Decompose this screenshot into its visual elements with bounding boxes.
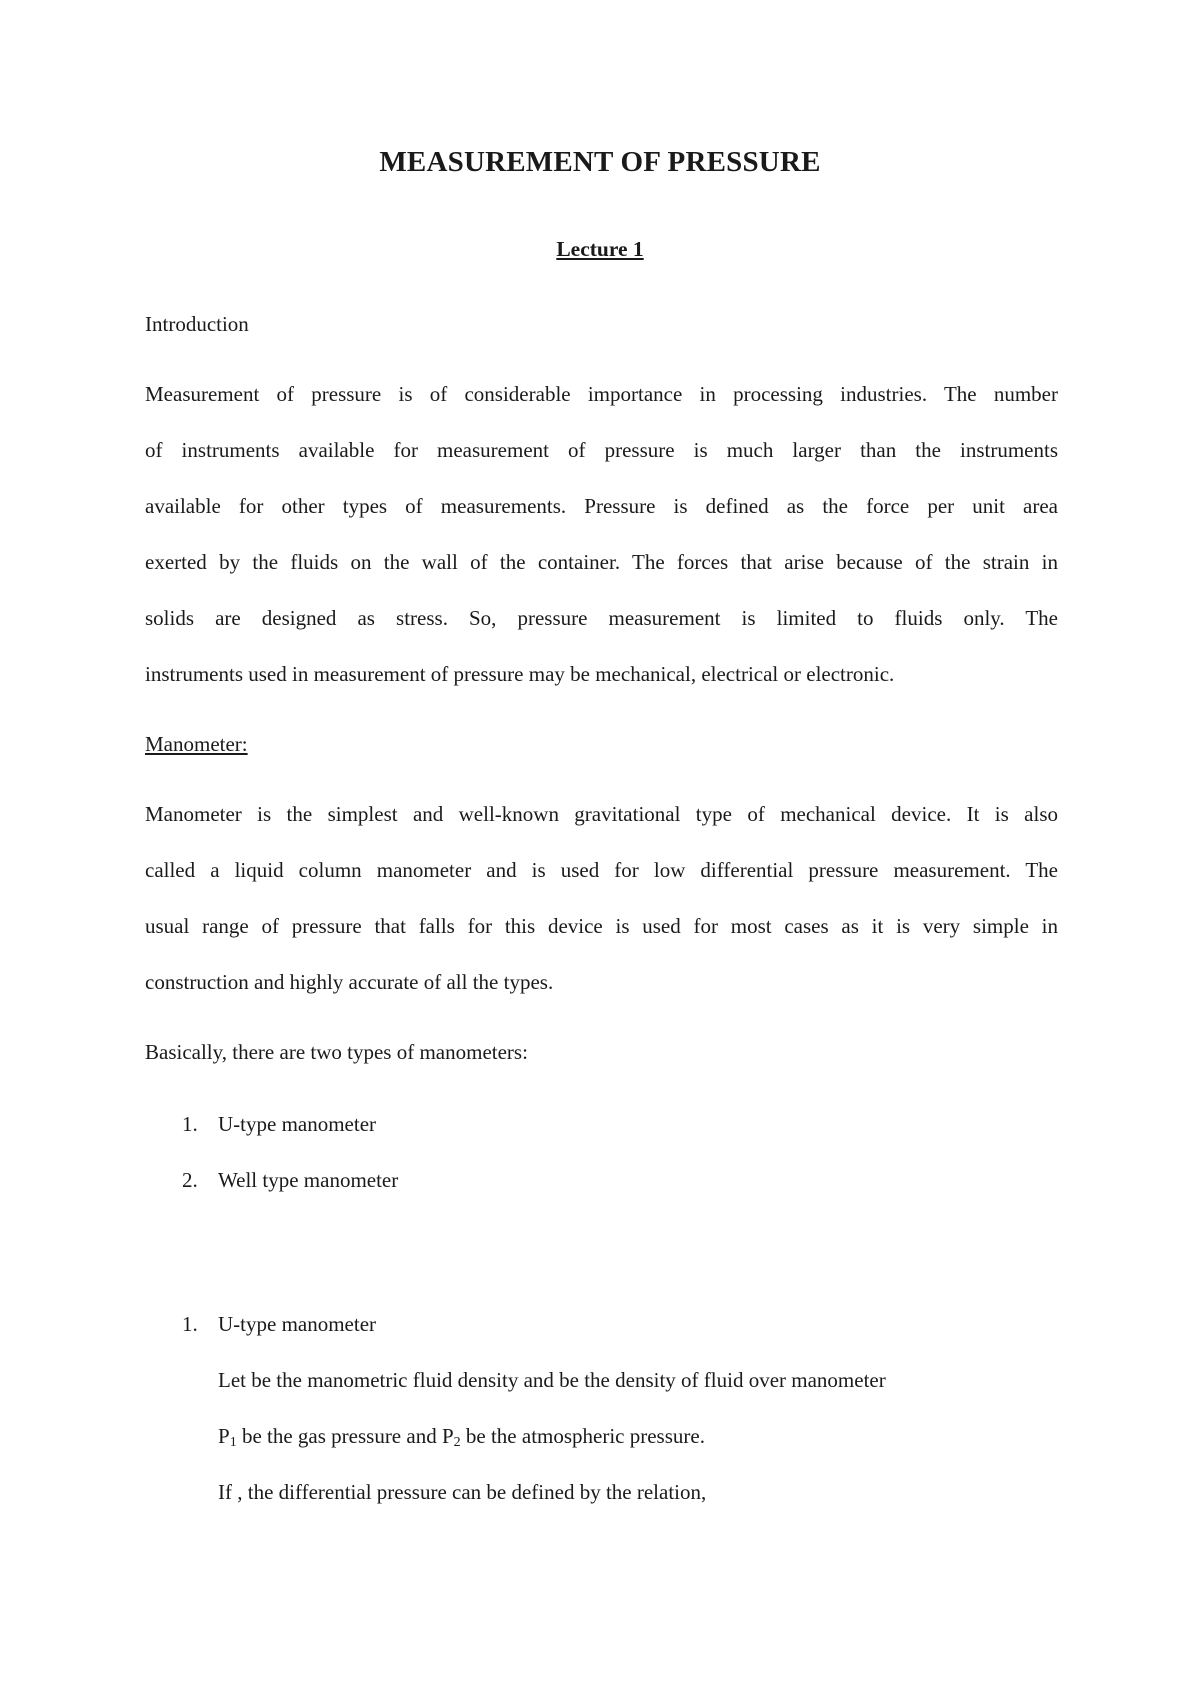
manometer-types-intro: Basically, there are two types of manometers: xyxy=(145,1040,528,1064)
manometer-paragraph-line: usual range of pressure that falls for this device is used for most cases as it is very simple in xyxy=(145,914,1058,938)
p1-subscript: 1 xyxy=(229,1435,237,1450)
manometer-paragraph-line: called a liquid column manometer and is used for low differential pressure measurement. The xyxy=(145,858,1058,882)
p2-text: be the gas pressure and P xyxy=(236,1424,454,1448)
list-item-number: 2. xyxy=(182,1168,198,1192)
lecture-subtitle: Lecture 1 xyxy=(556,237,644,261)
list-item-number: 1. xyxy=(182,1112,198,1136)
manometer-heading: Manometer: xyxy=(145,732,248,756)
utype-line-pressures xyxy=(218,1424,705,1449)
pressure-line-end: be the atmospheric pressure. xyxy=(460,1424,705,1448)
p2-subscript: 2 xyxy=(453,1435,461,1450)
page-title: MEASUREMENT OF PRESSURE xyxy=(379,146,821,178)
intro-paragraph-line: Measurement of pressure is of considerable importance in processing industries. The number xyxy=(145,382,1058,406)
manometer-paragraph-line: Manometer is the simplest and well-known gravitational type of mechanical device. It is also xyxy=(145,802,1058,826)
intro-paragraph-line: exerted by the fluids on the wall of the container. The forces that arise because of the strain in xyxy=(145,550,1058,574)
utype-line-relation: If , the differential pressure can be defined by the relation, xyxy=(218,1480,707,1504)
section-number: 1. xyxy=(182,1312,198,1336)
utype-line-density: Let be the manometric fluid density and be the density of fluid over manometer xyxy=(218,1368,886,1392)
introduction-heading: Introduction xyxy=(145,312,249,336)
utype-section-heading: U-type manometer xyxy=(218,1312,377,1336)
intro-paragraph-line: solids are designed as stress. So, pressure measurement is limited to fluids only. The xyxy=(145,606,1058,630)
intro-paragraph-line: available for other types of measurements. Pressure is defined as the force per unit area xyxy=(145,494,1058,518)
intro-paragraph-line: of instruments available for measurement of pressure is much larger than the instruments xyxy=(145,438,1058,462)
manometer-paragraph-line: construction and highly accurate of all the types. xyxy=(145,970,554,994)
intro-paragraph-line: instruments used in measurement of pressure may be mechanical, electrical or electronic. xyxy=(145,662,895,686)
list-item-well-type: Well type manometer xyxy=(218,1168,399,1192)
p1-symbol: P xyxy=(218,1424,230,1448)
list-item-utype: U-type manometer xyxy=(218,1112,377,1136)
